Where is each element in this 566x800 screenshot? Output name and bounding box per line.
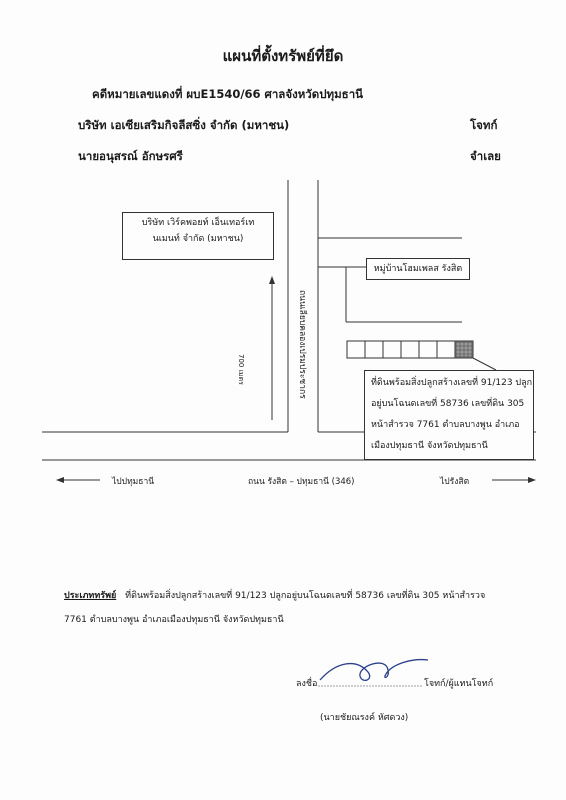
left-direction-label: ไปปทุมธานี	[112, 477, 155, 487]
plaintiff-role: โจทก์	[470, 118, 498, 132]
lot-row	[347, 341, 473, 358]
main-road-label: ถนน รังสิต – ปทุมธานี (346)	[248, 477, 355, 487]
village-box	[366, 258, 470, 280]
plaintiff-name: บริษัท เอเซียเสริมกิจลีสซิ่ง จำกัด (มหาชน)	[78, 118, 290, 132]
property-type-row	[64, 588, 485, 602]
defendant-role: จำเลย	[470, 149, 501, 163]
document-title: แผนที่ตั้งทรัพย์ที่ยึด	[222, 47, 344, 65]
property-info-box	[364, 370, 534, 460]
case-number-line: คดีหมายเลขแดงที่ ผบE1540/66 ศาลจังหวัดปทุมธานี	[92, 87, 364, 101]
property-info-line-3: หน้าสำรวจ 7761 ตำบลบางพูน อำเภอ	[371, 420, 520, 430]
sign-label: ลงชื่อ	[296, 679, 318, 689]
property-type-line-1: ที่ดินพร้อมสิ่งปลูกสร้างเลขที่ 91/123 ปลูกอยู่บนโฉนดเลขที่ 58736 เลขที่ดิน 305 หน้าสำรวจ	[125, 591, 486, 601]
property-info-line-1: ที่ดินพร้อมสิ่งปลูกสร้างเลขที่ 91/123 ปลูก	[371, 378, 533, 388]
company-box	[122, 212, 274, 260]
village-box-label: หมู่บ้านโฮมเพลส รังสิต	[373, 264, 463, 274]
distance-label: 700 เมตร	[237, 354, 245, 385]
property-type-line-2: 7761 ตำบลบางพูน อำเภอเมืองปทุมธานี จังหวัดปทุมธานี	[64, 615, 284, 625]
signer-name: (นายชัยณรงค์ หัศดวง)	[320, 713, 409, 723]
vertical-road-label: ถนนเลียบคลองเปรมประชากร	[297, 290, 307, 399]
property-type-label: ประเภททรัพย์	[64, 591, 117, 601]
signer-role: โจทก์/ผู้แทนโจทก์	[424, 679, 494, 689]
property-pointer-line	[473, 358, 496, 370]
signature-graphic	[316, 650, 430, 694]
right-direction-label: ไปรังสิต	[440, 477, 470, 487]
company-box-line-1: บริษัท เวิร์คพอยท์ เอ็นเทอร์เท	[141, 218, 255, 228]
defendant-name: นายอนุสรณ์ อักษรศรี	[78, 149, 183, 163]
property-info-line-2: อยู่บนโฉนดเลขที่ 58736 เลขที่ดิน 305	[371, 399, 525, 409]
property-info-line-4: เมืองปทุมธานี จังหวัดปทุมธานี	[371, 441, 488, 451]
company-box-line-2: นเมนท์ จำกัด (มหาชน)	[152, 234, 244, 244]
